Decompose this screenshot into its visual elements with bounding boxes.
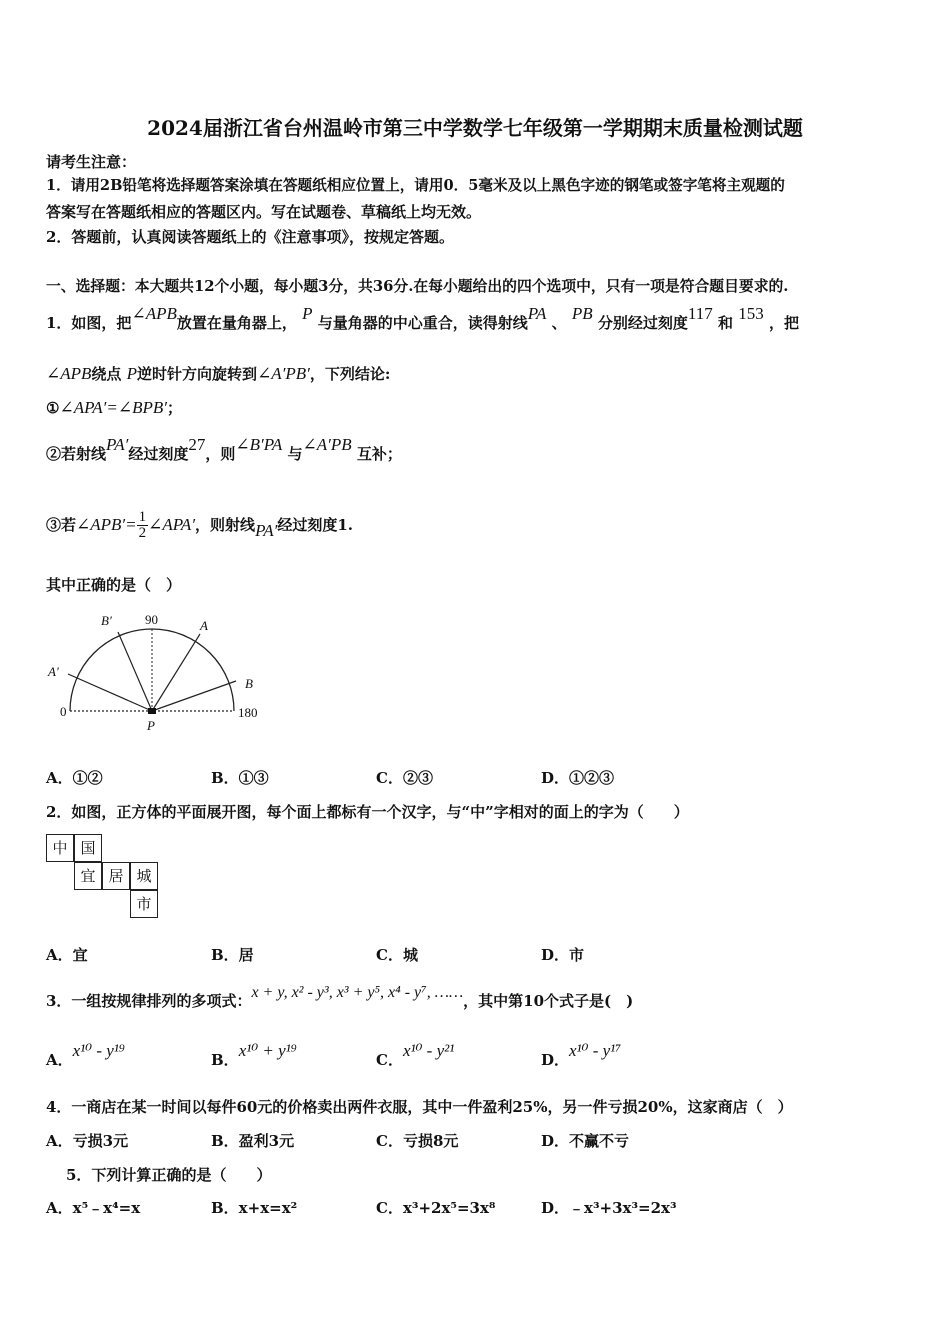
q1-ask: 其中正确的是（ ） [46, 576, 182, 594]
cube-face-ju: 居 [102, 862, 130, 890]
math-expr-b: x¹⁰ + y¹⁹ [238, 1041, 297, 1060]
math-angle-3: ∠APB′= [76, 515, 137, 534]
q1-text: 逆时针方向旋转到 [137, 365, 258, 383]
notice-item-1b: 答案写在答题纸相应的答题区内。写在试题卷、草稿纸上均无效。 [46, 203, 482, 221]
math-angle-4: ∠APA′ [148, 515, 196, 534]
center-point [148, 708, 156, 714]
section-heading: 一、选择题：本大题共12个小题，每小题3分，共36分.在每小题给出的四个选项中，只有一项是符合题目要求的. [46, 278, 789, 295]
math-fraction-half: $\frac{1}{2}$ [138, 508, 147, 541]
q5-option-c[interactable]: C．x³+2x⁵=3x⁸ [376, 1199, 496, 1217]
q1-line2 [46, 364, 390, 384]
q2-option-b[interactable]: B．居 [211, 946, 254, 964]
q1-option-d[interactable]: D．①②③ [541, 769, 615, 787]
cube-face-cheng: 城 [130, 862, 158, 890]
math-ray-pa-prime: PA′ [106, 435, 129, 454]
q1-text: 1．如图，把 [46, 314, 132, 332]
math-ray-pa: PA [527, 304, 547, 323]
cube-face-shi: 市 [130, 890, 158, 918]
q1-text: 、 [551, 314, 567, 332]
q5-option-b[interactable]: B．x+x=x² [211, 1199, 298, 1217]
q1-option-b[interactable]: B．①③ [211, 769, 269, 787]
q1-option-a[interactable]: A．①② [46, 769, 103, 787]
math-expr-a: x¹⁰ - y¹⁹ [72, 1041, 125, 1060]
label-b-prime: B′ [101, 613, 112, 628]
q2-option-c[interactable]: C．城 [376, 946, 418, 964]
q1-text: 绕点 [91, 365, 122, 383]
q2-option-a[interactable]: A．宜 [46, 946, 88, 964]
q5-option-d[interactable]: D．﹣x³+3x³=2x³ [541, 1199, 677, 1217]
label-p: P [147, 718, 155, 733]
notice-item-1a: 1．请用2B铅笔将选择题答案涂填在答题纸相应位置上，请用0．5毫米及以上黑色字迹的钢笔或签字笔将主观题的 [46, 177, 785, 194]
notice-heading: 请考生注意： [46, 153, 137, 171]
q1-conclusion-2: ②若射线PA′经过刻度27，则∠B′PA 与∠A′PB 互补； [46, 435, 402, 463]
ray-pb [152, 681, 236, 711]
q1-text: 分别经过刻度 [597, 314, 688, 332]
q5-text: 5．下列计算正确的是（ ） [66, 1166, 272, 1184]
label-180: 180 [238, 705, 258, 720]
math-ray-pa-prime: PA′ [255, 521, 278, 540]
page-title: 2024届浙江省台州温岭市第三中学数学七年级第一学期期末质量检测试题 [147, 116, 803, 140]
q1-text: ，把 [768, 314, 799, 332]
label-0: 0 [60, 704, 67, 719]
math-ray-pb: PB [571, 304, 593, 323]
math-expr-c: x¹⁰ - y²¹ [402, 1041, 455, 1060]
math-expr-d: x¹⁰ - y¹⁷ [569, 1041, 622, 1060]
label-a: A [200, 618, 208, 633]
q1-conclusion-3: ③若∠APB′= $\frac{1}{2}$ ∠APA′，则射线PA′经过刻度1. [46, 508, 354, 541]
math-angle-apb-prime: ∠A′PB′ [257, 364, 310, 383]
math-angle-apb: ∠APB [46, 364, 92, 383]
q1-conclusion-1: ①∠APA′=∠BPB′； [46, 398, 182, 417]
q3-option-a[interactable]: A．x¹⁰ - y¹⁹ [46, 1041, 125, 1069]
cube-net [46, 834, 162, 926]
math-angle-apb: ∠APB [131, 304, 177, 323]
ray-pa [152, 634, 200, 711]
q1-text: 和 [717, 314, 733, 332]
q2-option-d[interactable]: D．市 [541, 946, 585, 964]
protractor-figure [42, 608, 272, 738]
math-deg-27: 27 [188, 435, 206, 454]
q1-text: 放置在量角器上， [176, 314, 297, 332]
math-point-p: P [126, 364, 138, 383]
q4-option-d[interactable]: D．不赢不亏 [541, 1132, 630, 1150]
q4-option-a[interactable]: A．亏损3元 [46, 1132, 129, 1150]
q3-option-b[interactable]: B．x¹⁰ + y¹⁹ [211, 1041, 297, 1069]
cube-face-yi: 宜 [74, 862, 102, 890]
q1-line1 [46, 304, 799, 333]
q1-text: 与量角器的中心重合，读得射线 [317, 314, 528, 332]
q5-option-a[interactable]: A．x⁵﹣x⁴=x [46, 1199, 141, 1217]
q4-text: 4．一商店在某一时间以每件60元的价格卖出两件衣服，其中一件盈利25%，另一件亏损20%，这家商店（ ） [46, 1098, 793, 1116]
notice-item-2: 2．答题前，认真阅读答题纸上的《注意事项》，按规定答题。 [46, 228, 454, 246]
math-sequence: x + y, x² - y³, x³ + y⁵, x⁴ - y⁷, …… [251, 984, 464, 1001]
q4-option-b[interactable]: B．盈利3元 [211, 1132, 295, 1150]
cube-face-zhong: 中 [46, 834, 74, 862]
cube-face-guo: 国 [74, 834, 102, 862]
q3-text: 3．一组按规律排列的多项式：x + y, x² - y³, x³ + y⁵, x⁴ - y⁷, ……，其中第10个式子是( ) [46, 984, 634, 1010]
math-angle-1: ∠B′PA [235, 435, 283, 454]
ray-pb-prime [118, 632, 152, 711]
label-b: B [245, 676, 253, 691]
math-point-p: P [302, 304, 313, 323]
q3-option-d[interactable]: D．x¹⁰ - y¹⁷ [541, 1041, 622, 1069]
math-deg-153: 153 [738, 304, 764, 323]
q1-option-c[interactable]: C．②③ [376, 769, 433, 787]
q1-text: ，下列结论: [309, 365, 391, 383]
ray-pa-prime [68, 674, 152, 711]
q3-option-c[interactable]: C．x¹⁰ - y²¹ [376, 1041, 455, 1069]
label-90: 90 [145, 612, 158, 627]
math-expr-1: ∠APA′=∠BPB′ [59, 398, 167, 417]
label-a-prime: A′ [48, 664, 59, 679]
math-angle-2: ∠A′PB [302, 435, 352, 454]
q4-option-c[interactable]: C．亏损8元 [376, 1132, 459, 1150]
math-deg-117: 117 [687, 304, 713, 323]
q2-text: 2．如图，正方体的平面展开图，每个面上都标有一个汉字，与“中”字相对的面上的字为（ ） [46, 803, 689, 821]
